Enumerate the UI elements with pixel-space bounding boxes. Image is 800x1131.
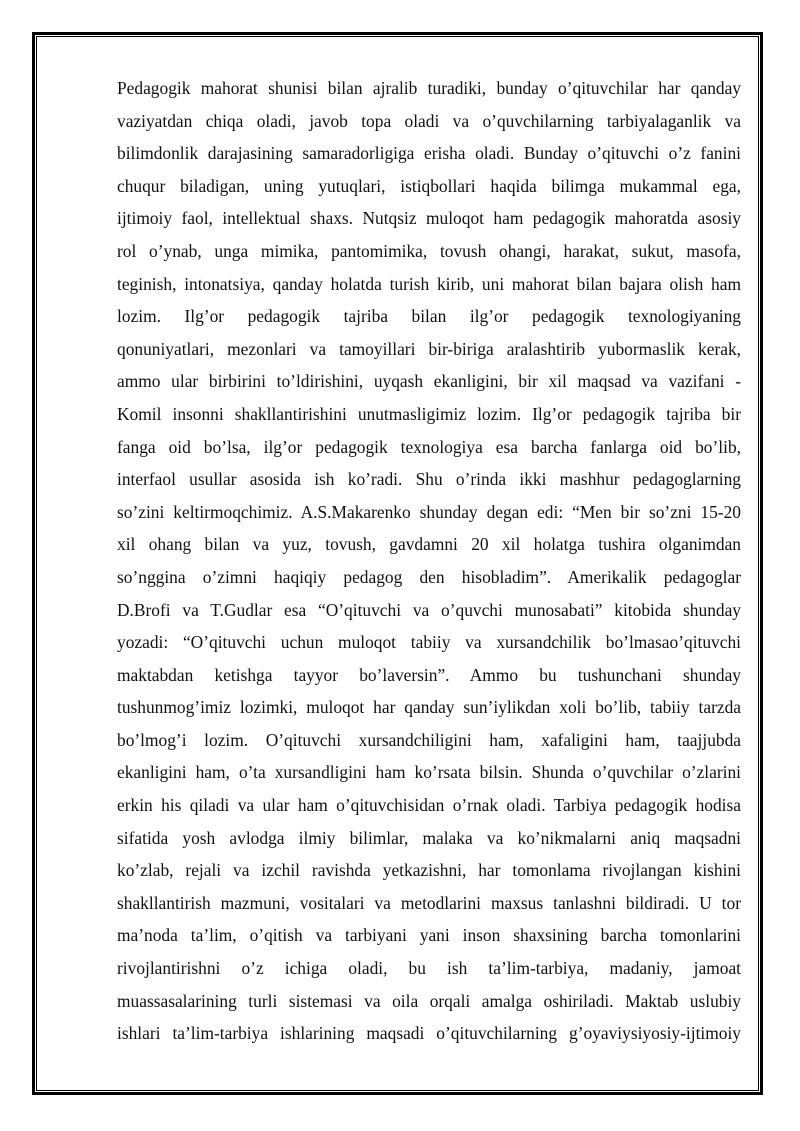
text-line: erkin his qiladi va ular ham o’qituvchisidan o’rnak oladi. Tarbiya pedagogik hodisa <box>117 795 741 816</box>
text-line: ma’noda ta’lim, o’qitish va tarbiyani yani inson shaxsining barcha tomonlarini <box>117 925 741 946</box>
text-line: fanga oid bo’lsa, ilg’or pedagogik texnologiya esa barcha fanlarga oid bo’lib, <box>117 436 741 457</box>
text-line: lozim. Ilg’or pedagogik tajriba bilan ilg’or pedagogik texnologiyaning <box>117 306 741 327</box>
text-line: Komil insonni shakllantirishini unutmasligimiz lozim. Ilg’or pedagogik tajriba bir <box>117 403 741 424</box>
text-line: qonuniyatlari, mezonlari va tamoyillari bir-biriga aralashtirib yubormaslik kerak, <box>117 338 741 359</box>
text-line: teginish, intonatsiya, qanday holatda turish kirib, uni mahorat bilan bajara olish ham <box>117 273 741 294</box>
text-line: xil ohang bilan va yuz, tovush, gavdamni 20 xil holatga tushira olganimdan <box>117 534 741 555</box>
text-line: ekanligini ham, o’ta xursandligini ham ko’rsata bilsin. Shunda o’quvchilar o’zlarini <box>117 762 741 783</box>
text-line: shakllantirish mazmuni, vositalari va metodlarini maxsus tanlashni bildiradi. U tor <box>117 892 741 913</box>
text-line: tushunmog’imiz lozimki, muloqot har qanday sun’iylikdan xoli bo’lib, tabiiy tarzda <box>117 697 741 718</box>
text-line: sifatida yosh avlodga ilmiy bilimlar, malaka va ko’nikmalarni aniq maqsadni <box>117 827 741 848</box>
text-line: bilimdonlik darajasining samaradorligiga erisha oladi. Bunday o’qituvchi o’z fanini <box>117 143 741 164</box>
text-line: ammo ular birbirini to’ldirishini, uyqash ekanligini, bir xil maqsad va vazifani - <box>117 371 741 392</box>
text-line: muassasalarining turli sistemasi va oila orqali amalga oshiriladi. Maktab uslubiy <box>117 990 741 1011</box>
text-line: vaziyatdan chiqa oladi, javob topa oladi va o’quvchilarning tarbiyalaganlik va <box>117 110 741 131</box>
text-line: ishlari ta’lim-tarbiya ishlarining maqsadi o’qituvchilarning g’oyaviysiyosiy-ijtimoiy <box>117 1023 741 1044</box>
body-text <box>117 72 741 1050</box>
text-line: yozadi: “O’qituvchi uchun muloqot tabiiy va xursandchilik bo’lmasao’qituvchi <box>117 632 741 653</box>
text-line: Pedagogik mahorat shunisi bilan ajralib turadiki, bunday o’qituvchilar har qanday <box>117 78 741 98</box>
text-line: bo’lmog’i lozim. O’qituvchi xursandchiligini ham, xafaligini ham, taajjubda <box>117 729 741 750</box>
text-line: interfaol usullar asosida ish ko’radi. Shu o’rinda ikki mashhur pedagoglarning <box>117 469 741 490</box>
text-line: so’zini keltirmoqchimiz. A.S.Makarenko shunday degan edi: “Men bir so’zni 15-20 <box>117 501 741 522</box>
text-line: rol o’ynab, unga mimika, pantomimika, tovush ohangi, harakat, sukut, masofa, <box>117 240 741 261</box>
text-line: so’nggina o’zimni haqiqiy pedagog den hisobladim”. Amerikalik pedagoglar <box>117 566 741 587</box>
text-line: rivojlantirishni o’z ichiga oladi, bu ish ta’lim-tarbiya, madaniy, jamoat <box>117 958 741 979</box>
text-line: ko’zlab, rejali va izchil ravishda yetkazishni, har tomonlama rivojlangan kishini <box>117 860 741 881</box>
text-line: ijtimoiy faol, intellektual shaxs. Nutqsiz muloqot ham pedagogik mahoratda asosiy <box>117 208 741 229</box>
text-line: maktabdan ketishga tayyor bo’laversin”. Ammo bu tushunchani shunday <box>117 664 741 685</box>
text-line: chuqur biladigan, uning yutuqlari, istiqbollari haqida bilimga mukammal ega, <box>117 175 741 196</box>
text-line: D.Brofi va T.Gudlar esa “O’qituvchi va o’quvchi munosabati” kitobida shunday <box>117 599 741 620</box>
